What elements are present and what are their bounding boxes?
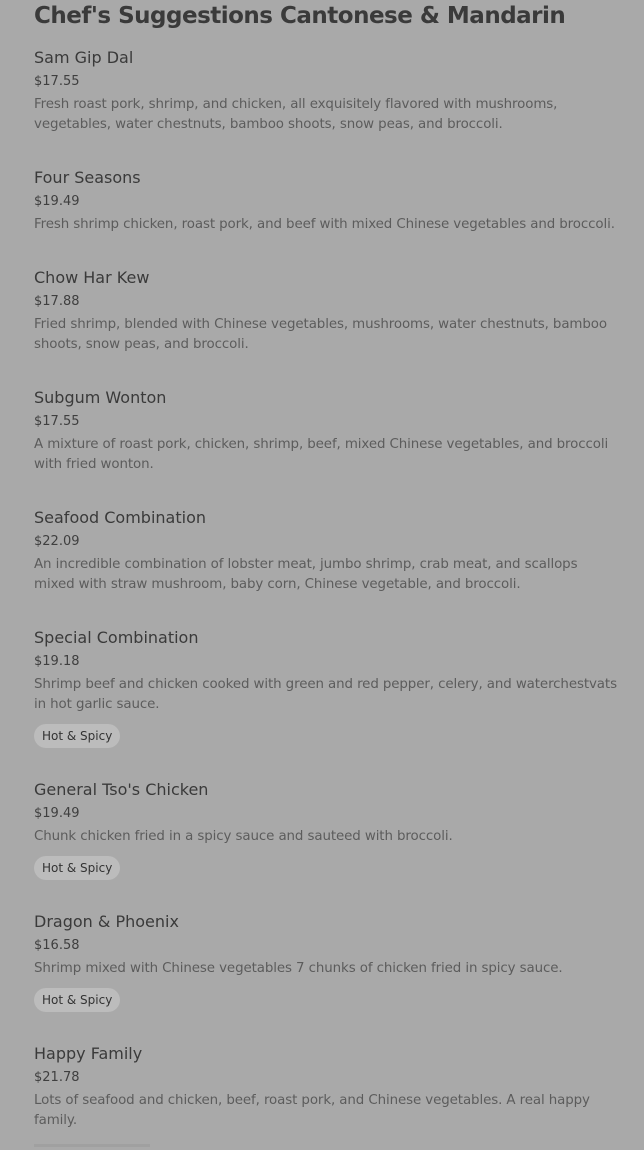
item-price: $17.88 xyxy=(34,294,80,309)
menu-item[interactable] xyxy=(34,48,618,135)
item-description: A mixture of roast pork, chicken, shrimp, beef, mixed Chinese vegetables, and broccoli with fried wonton. xyxy=(34,437,609,472)
item-description: Shrimp beef and chicken cooked with green and red pepper, celery, and waterchestvats in hot garlic sauce. xyxy=(34,677,617,712)
item-price: $19.49 xyxy=(34,806,80,821)
menu-item[interactable] xyxy=(34,780,618,880)
item-name: Special Combination xyxy=(34,628,199,647)
item-price: $16.58 xyxy=(34,938,80,953)
item-name: Chow Har Kew xyxy=(34,268,150,287)
item-description: Fried shrimp, blended with Chinese vegetables, mushrooms, water chestnuts, bamboo shoots, snow peas, and broccoli. xyxy=(34,317,607,352)
menu-item[interactable] xyxy=(34,508,618,595)
item-description: Shrimp mixed with Chinese vegetables 7 chunks of chicken fried in spicy sauce. xyxy=(34,961,563,976)
item-price: $19.18 xyxy=(34,654,80,669)
item-name: Four Seasons xyxy=(34,168,141,187)
menu-item[interactable] xyxy=(34,268,618,355)
item-description: Fresh shrimp chicken, roast pork, and beef with mixed Chinese vegetables and broccoli. xyxy=(34,217,615,232)
item-name: Seafood Combination xyxy=(34,508,206,527)
menu-item[interactable] xyxy=(34,1044,618,1131)
next-item-cutoff xyxy=(34,1140,154,1150)
item-price: $17.55 xyxy=(34,414,80,429)
hot-spicy-badge: Hot & Spicy xyxy=(34,724,120,748)
item-description: Fresh roast pork, shrimp, and chicken, all exquisitely flavored with mushrooms, vegetables, water chestnuts, bamboo shoots, snow peas, and broccoli. xyxy=(34,97,558,132)
item-name: Dragon & Phoenix xyxy=(34,912,179,931)
item-description: Lots of seafood and chicken, beef, roast pork, and Chinese vegetables. A real happy family. xyxy=(34,1093,590,1128)
menu-item[interactable] xyxy=(34,628,618,748)
item-price: $17.55 xyxy=(34,74,80,89)
item-name: Subgum Wonton xyxy=(34,388,167,407)
item-description: An incredible combination of lobster meat, jumbo shrimp, crab meat, and scallops mixed with straw mushroom, baby corn, Chinese vegetable, and broccoli. xyxy=(34,557,578,592)
item-price: $22.09 xyxy=(34,534,80,549)
item-name: Sam Gip Dal xyxy=(34,48,134,67)
item-price: $19.49 xyxy=(34,194,80,209)
hot-spicy-badge: Hot & Spicy xyxy=(34,856,120,880)
section-title: Chef's Suggestions Cantonese & Mandarin xyxy=(34,3,566,29)
item-description: Chunk chicken fried in a spicy sauce and sauteed with broccoli. xyxy=(34,829,453,844)
menu-item[interactable] xyxy=(34,388,618,475)
item-name: Happy Family xyxy=(34,1044,143,1063)
item-name: General Tso's Chicken xyxy=(34,780,209,799)
menu-item[interactable] xyxy=(34,168,618,235)
item-price: $21.78 xyxy=(34,1070,80,1085)
menu-item[interactable] xyxy=(34,912,618,1012)
hot-spicy-badge: Hot & Spicy xyxy=(34,988,120,1012)
